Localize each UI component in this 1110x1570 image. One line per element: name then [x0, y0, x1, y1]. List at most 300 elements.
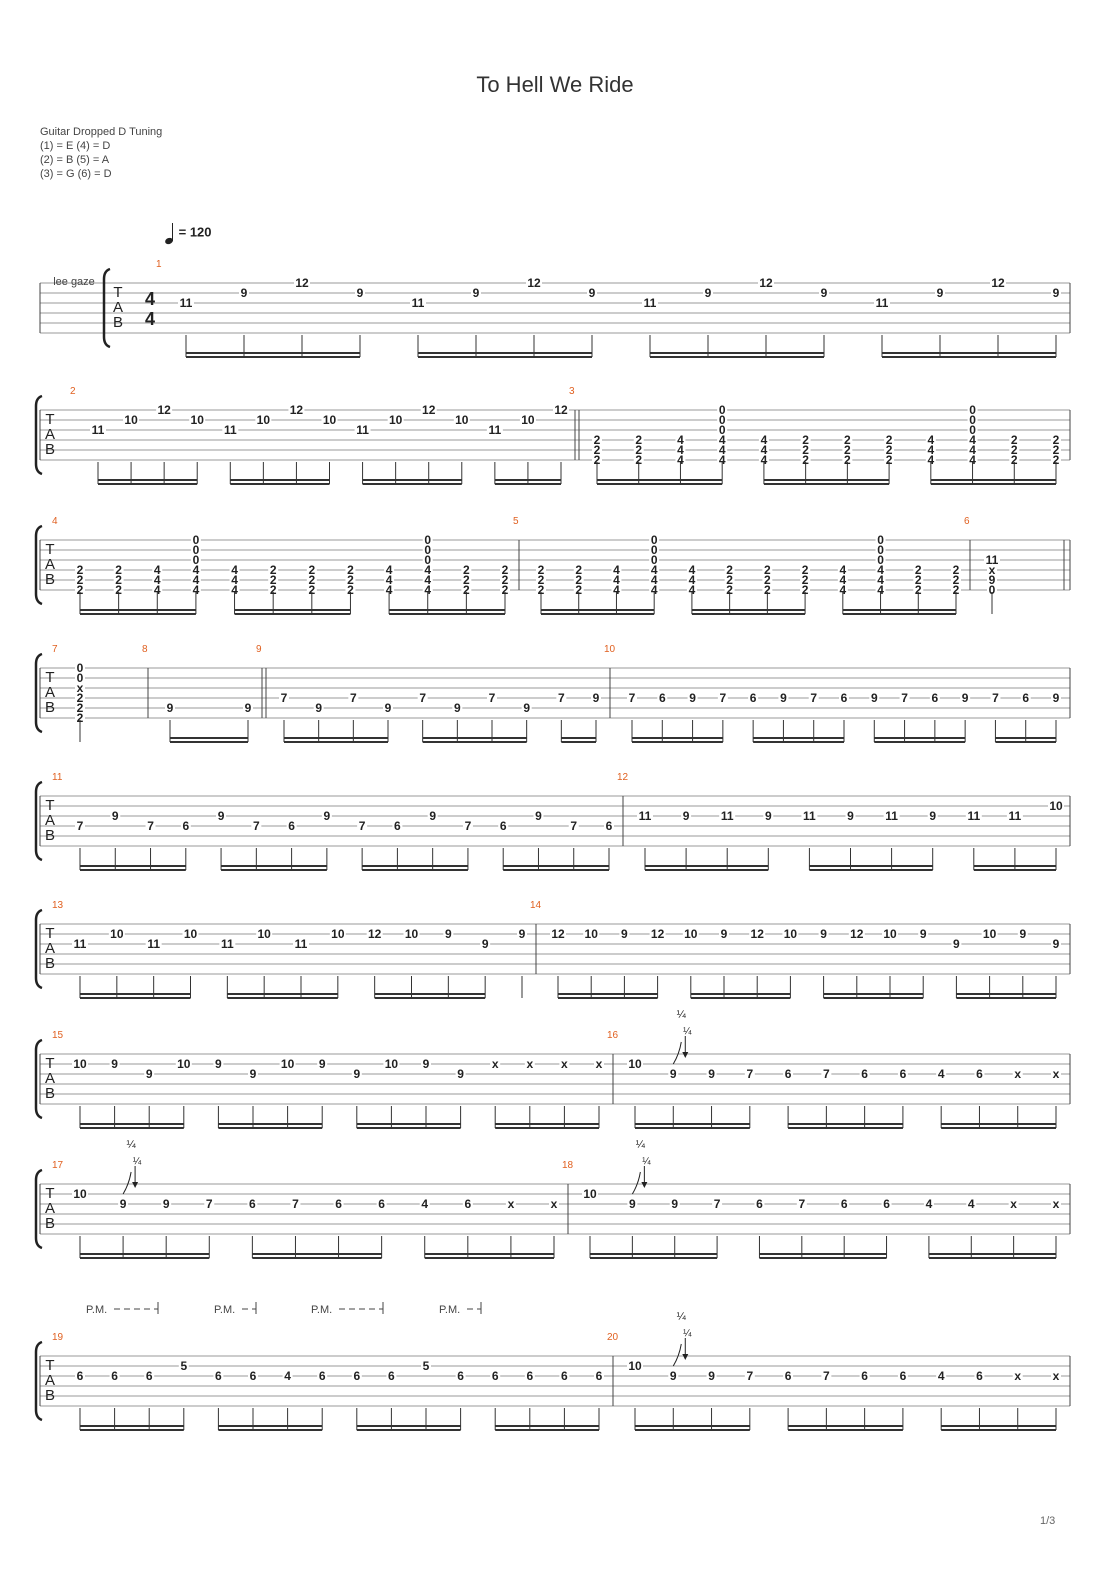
fret-number: 7	[823, 1067, 830, 1081]
page-number: 1/3	[1040, 1515, 1056, 1527]
fret-number: 10	[1049, 799, 1063, 813]
fret-number: 2	[115, 573, 122, 587]
tab-clef-letter: B	[44, 1387, 56, 1404]
fret-number: 9	[356, 286, 364, 300]
fret-number: 0	[969, 423, 976, 437]
fret-number: 4	[677, 433, 684, 447]
fret-number: 2	[726, 573, 733, 587]
fret-number: 2	[726, 583, 733, 597]
fret-number: 2	[269, 583, 277, 597]
fret-number: 9	[162, 1197, 170, 1211]
fret-number: 6	[931, 691, 939, 705]
fret-number: 2	[885, 453, 893, 467]
fret-number: 4	[839, 563, 847, 577]
fret-number: 2	[76, 583, 84, 597]
track-name: lee gaze	[53, 276, 95, 288]
arrowhead-icon	[641, 1182, 647, 1188]
fret-number: 9	[1052, 937, 1060, 951]
fret-number: 9	[457, 1067, 464, 1081]
fret-number: 10	[331, 927, 345, 941]
fret-number: 10	[982, 927, 997, 941]
fret-number: 2	[347, 563, 354, 577]
fret-number: 7	[746, 1369, 754, 1383]
fret-number: 6	[840, 1197, 848, 1211]
fret-number: 4	[969, 433, 976, 447]
tab-system	[36, 910, 1070, 998]
tab-clef-letter: T	[45, 925, 55, 942]
fret-number: 2	[575, 573, 583, 587]
bend-arrow	[632, 1172, 640, 1194]
tab-clef-letter: A	[44, 1372, 56, 1389]
tuning-line: (1) = E (4) = D	[40, 140, 111, 152]
tab-clef-letter: A	[44, 426, 56, 443]
arrowhead-icon	[682, 1354, 688, 1360]
fret-number: 10	[73, 1187, 87, 1201]
fret-number: 4	[927, 453, 935, 467]
fret-number: 10	[177, 1057, 191, 1071]
fret-number: 6	[464, 1197, 472, 1211]
system-bracket	[36, 910, 42, 988]
fret-number: 12	[750, 927, 764, 941]
tuning-line: (3) = G (6) = D	[40, 168, 112, 180]
fret-number: 9	[249, 1067, 257, 1081]
fret-number: 4	[839, 573, 847, 587]
fret-number: 4	[688, 563, 696, 577]
fret-number: 2	[801, 583, 809, 597]
tab-clef-letter: A	[112, 299, 124, 316]
fret-number: 11	[875, 296, 889, 310]
fret-number: 4	[424, 563, 432, 577]
tempo-value: = 120	[178, 224, 212, 240]
bend-label: ¼	[126, 1139, 136, 1151]
fret-number: x	[550, 1197, 558, 1211]
fret-number: 4	[650, 563, 658, 577]
tab-clef-letter: B	[44, 827, 56, 844]
fret-number: x	[1014, 1369, 1022, 1383]
measure-number: 19	[52, 1332, 64, 1343]
fret-number: 10	[183, 927, 198, 941]
fret-number: 10	[883, 927, 897, 941]
fret-number: 6	[388, 1369, 395, 1383]
fret-number: 9	[847, 809, 854, 823]
fret-number: 9	[671, 1197, 679, 1211]
fret-number: 9	[323, 809, 331, 823]
fret-number: 12	[295, 276, 309, 290]
time-signature-bottom: 4	[144, 309, 156, 329]
fret-number: 2	[802, 443, 809, 457]
palm-mute-label: P.M.	[439, 1304, 461, 1316]
fret-number: 10	[684, 927, 698, 941]
fret-number: 4	[153, 573, 161, 587]
fret-number: 9	[1052, 691, 1060, 705]
fret-number: 2	[1052, 453, 1060, 467]
fret-number: 0	[424, 553, 432, 567]
fret-number: 9	[215, 1057, 222, 1071]
measure-number: 14	[530, 900, 542, 911]
fret-number: 11	[1008, 809, 1022, 823]
tab-clef-letter: B	[44, 699, 56, 716]
fret-number: 6	[883, 1197, 890, 1211]
fret-number: 9	[119, 1197, 127, 1211]
fret-number: 4	[937, 1369, 945, 1383]
measure-number: 13	[52, 900, 64, 911]
fret-number: 0	[76, 661, 84, 675]
fret-number: 2	[635, 433, 643, 447]
fret-number: 4	[650, 583, 658, 597]
fret-number: 2	[76, 701, 84, 715]
fret-number: 2	[764, 583, 771, 597]
fret-number: 0	[76, 671, 84, 685]
palm-mute-label: P.M.	[214, 1304, 236, 1316]
fret-number: 6	[976, 1067, 983, 1081]
fret-number: 0	[192, 543, 200, 557]
fret-number: 2	[593, 433, 601, 447]
fret-number: x	[76, 681, 84, 695]
fret-number: 9	[523, 701, 531, 715]
fret-number: 12	[551, 927, 565, 941]
fret-number: 4	[613, 583, 620, 597]
fret-number: 9	[244, 701, 252, 715]
fret-number: 9	[936, 286, 944, 300]
fret-number: 2	[726, 563, 733, 577]
fret-number: 9	[621, 927, 628, 941]
fret-number: 0	[424, 543, 432, 557]
fret-number: 7	[280, 691, 288, 705]
fret-number: 4	[877, 583, 884, 597]
fret-number: 9	[820, 927, 827, 941]
tab-clef-letter: B	[44, 441, 56, 458]
fret-number: 11	[294, 937, 308, 951]
fret-number: x	[1014, 1067, 1022, 1081]
fret-number: 0	[650, 553, 658, 567]
tab-clef-letter: T	[45, 669, 55, 686]
fret-number: x	[595, 1057, 603, 1071]
fret-number: 4	[421, 1197, 429, 1211]
fret-number: 2	[501, 573, 509, 587]
measure-number: 3	[569, 386, 575, 397]
system-bracket	[36, 396, 42, 474]
fret-number: 11	[147, 937, 161, 951]
fret-number: 12	[554, 403, 568, 417]
system-bracket	[36, 526, 42, 604]
fret-number: 2	[1010, 443, 1018, 457]
fret-number: 7	[628, 691, 636, 705]
measure-number: 2	[70, 386, 76, 397]
fret-number: 4	[153, 583, 161, 597]
fret-number: 4	[677, 453, 684, 467]
fret-number: 0	[877, 553, 884, 567]
bend-label: ¼	[676, 1009, 686, 1021]
tab-clef-letter: A	[44, 1200, 56, 1217]
fret-number: 7	[798, 1197, 806, 1211]
fret-number: 6	[561, 1369, 568, 1383]
fret-number: 4	[424, 573, 432, 587]
fret-number: 6	[353, 1369, 361, 1383]
tab-system	[36, 782, 1070, 870]
fret-number: 9	[111, 809, 119, 823]
palm-mute-label: P.M.	[311, 1304, 333, 1316]
tab-clef-letter: T	[45, 541, 55, 558]
measure-number: 20	[607, 1332, 619, 1343]
fret-number: 7	[358, 819, 366, 833]
fret-number: 2	[537, 573, 545, 587]
fret-number: 11	[411, 296, 425, 310]
fret-number: 2	[952, 563, 960, 577]
system-bracket	[104, 269, 110, 347]
fret-number: 2	[764, 573, 771, 587]
system-bracket	[36, 1170, 42, 1248]
measure-number: 1	[156, 259, 162, 270]
song-title: To Hell We Ride	[476, 72, 634, 97]
fret-number: 4	[967, 1197, 975, 1211]
fret-number: 9	[318, 1057, 326, 1071]
fret-number: 0	[718, 413, 726, 427]
fret-number: 6	[215, 1369, 222, 1383]
fret-number: 4	[650, 573, 658, 587]
tuning-heading: Guitar Dropped D Tuning	[40, 126, 163, 138]
tab-system	[36, 1036, 1070, 1128]
fret-number: 9	[429, 809, 437, 823]
fret-number: 2	[1052, 443, 1060, 457]
fret-number: 2	[575, 563, 583, 577]
fret-number: 9	[422, 1057, 430, 1071]
system-bracket	[36, 1040, 42, 1118]
fret-number: 9	[353, 1067, 361, 1081]
tab-clef-letter: T	[45, 1055, 55, 1072]
fret-number: 9	[629, 1197, 636, 1211]
fret-number: 11	[967, 809, 981, 823]
fret-number: 7	[419, 691, 427, 705]
fret-number: 4	[192, 563, 200, 577]
fret-number: 12	[289, 403, 304, 417]
fret-number: 2	[801, 573, 809, 587]
fret-number: 6	[784, 1067, 792, 1081]
fret-number: 9	[820, 286, 828, 300]
fret-number: 0	[424, 533, 432, 547]
tab-clef-letter: B	[112, 314, 124, 331]
measure-number: 5	[513, 516, 519, 527]
tab-clef-letter: A	[44, 812, 56, 829]
fret-number: 9	[929, 809, 937, 823]
bend-label: ¼	[683, 1328, 692, 1339]
fret-number: 4	[153, 563, 161, 577]
fret-number: 10	[521, 413, 535, 427]
fret-number: 6	[145, 1369, 153, 1383]
fret-number: 9	[870, 691, 878, 705]
fret-number: 11	[720, 809, 734, 823]
fret-number: 12	[422, 403, 436, 417]
fret-number: 2	[501, 583, 509, 597]
fret-number: 7	[901, 691, 908, 705]
fret-number: 0	[192, 553, 200, 567]
bend-label: ¼	[683, 1026, 692, 1037]
fret-number: 9	[953, 937, 960, 951]
fret-number: 7	[557, 691, 565, 705]
fret-number: 4	[925, 1197, 933, 1211]
fret-number: 6	[76, 1369, 84, 1383]
fret-number: 11	[488, 423, 502, 437]
fret-number: 2	[952, 573, 960, 587]
fret-number: 9	[315, 701, 323, 715]
fret-number: 6	[658, 691, 666, 705]
fret-number: 2	[537, 583, 545, 597]
fret-number: 6	[976, 1369, 983, 1383]
fret-number: x	[561, 1057, 568, 1071]
fret-number: 0	[988, 583, 996, 597]
fret-number: 2	[914, 583, 922, 597]
fret-number: 10	[584, 927, 598, 941]
system-bracket	[36, 654, 42, 732]
fret-number: 9	[704, 286, 712, 300]
fret-number: 9	[708, 1369, 715, 1383]
bend-label: ¼	[132, 1156, 142, 1167]
fret-number: 4	[424, 583, 432, 597]
fret-number: 2	[764, 563, 771, 577]
fret-number: 10	[388, 413, 403, 427]
fret-number: 6	[249, 1369, 257, 1383]
measure-number: 16	[607, 1030, 619, 1041]
fret-number: 9	[592, 691, 600, 705]
fret-number: 2	[115, 563, 122, 577]
fret-number: 6	[526, 1369, 534, 1383]
fret-number: x	[988, 563, 996, 577]
tab-system	[36, 1166, 1070, 1258]
bend-label: ¼	[642, 1156, 651, 1167]
fret-number: 7	[349, 691, 357, 705]
fret-number: 10	[256, 413, 271, 427]
fret-number: 2	[76, 573, 84, 587]
fret-number: 10	[628, 1359, 642, 1373]
fret-number: 4	[718, 443, 726, 457]
tuning-line: (2) = B (5) = A	[40, 154, 110, 166]
fret-number: 4	[231, 573, 238, 587]
fret-number: 2	[76, 691, 84, 705]
fret-number: 4	[231, 563, 238, 577]
fret-number: 9	[689, 691, 696, 705]
fret-number: 9	[145, 1067, 153, 1081]
fret-number: 9	[988, 573, 996, 587]
fret-number: 2	[347, 583, 354, 597]
fret-number: 4	[877, 573, 884, 587]
fret-number: 2	[593, 443, 601, 457]
measure-number: 8	[142, 644, 148, 655]
fret-number: 6	[288, 819, 295, 833]
fret-number: 6	[1022, 691, 1030, 705]
fret-number: 4	[969, 453, 976, 467]
tab-clef-letter: B	[44, 1085, 56, 1102]
fret-number: 0	[969, 413, 976, 427]
fret-number: 0	[650, 533, 658, 547]
fret-number: 2	[463, 563, 470, 577]
fret-number: 6	[861, 1369, 868, 1383]
tab-system	[36, 1302, 1070, 1430]
fret-number: 10	[583, 1187, 597, 1201]
fret-number: 2	[76, 563, 84, 577]
fret-number: 12	[157, 403, 171, 417]
fret-number: 4	[937, 1067, 945, 1081]
fret-number: 2	[802, 433, 809, 447]
fret-number: 10	[628, 1057, 642, 1071]
fret-number: 7	[719, 691, 727, 705]
fret-number: 4	[385, 573, 393, 587]
fret-number: 10	[190, 413, 204, 427]
fret-number: 6	[595, 1369, 603, 1383]
fret-number: 4	[718, 453, 726, 467]
fret-number: 6	[784, 1369, 792, 1383]
fret-number: x	[491, 1057, 499, 1071]
fret-number: 4	[760, 443, 768, 457]
time-signature-top: 4	[144, 289, 156, 309]
fret-number: 4	[613, 573, 620, 587]
fret-number: 7	[147, 819, 154, 833]
fret-number: 2	[593, 453, 601, 467]
fret-number: 2	[575, 583, 583, 597]
measure-number: 11	[52, 772, 63, 783]
fret-number: 4	[385, 563, 393, 577]
fret-number: 2	[1010, 433, 1018, 447]
fret-number: 7	[252, 819, 260, 833]
fret-number: 4	[688, 573, 696, 587]
tab-system	[40, 269, 1070, 357]
fret-number: 10	[257, 927, 271, 941]
tab-clef-letter: A	[44, 1070, 56, 1087]
fret-number: 2	[537, 563, 545, 577]
fret-number: 4	[969, 443, 976, 457]
fret-number: 4	[688, 583, 696, 597]
fret-number: 4	[385, 583, 393, 597]
tab-clef-letter: B	[44, 1215, 56, 1232]
fret-number: 2	[347, 573, 354, 587]
fret-number: 9	[240, 286, 248, 300]
arrowhead-icon	[682, 1052, 688, 1058]
fret-number: 12	[650, 927, 665, 941]
fret-number: 12	[850, 927, 864, 941]
fret-number: 6	[318, 1369, 326, 1383]
fret-number: 9	[481, 937, 489, 951]
fret-number: 11	[356, 423, 369, 437]
fret-number: 2	[885, 443, 893, 457]
fret-number: 4	[192, 583, 200, 597]
fret-number: 2	[801, 563, 809, 577]
fret-number: 9	[961, 691, 969, 705]
fret-number: 9	[444, 927, 452, 941]
fret-number: 9	[764, 809, 772, 823]
fret-number: 0	[718, 403, 726, 417]
fret-number: 4	[677, 443, 684, 457]
fret-number: 2	[952, 583, 960, 597]
fret-number: 2	[844, 453, 851, 467]
bend-arrow	[673, 1344, 681, 1366]
fret-number: 9	[720, 927, 728, 941]
fret-number: 6	[899, 1369, 907, 1383]
fret-number: 2	[844, 443, 851, 457]
bend-label: ¼	[676, 1311, 686, 1323]
fret-number: 2	[914, 573, 922, 587]
fret-number: x	[526, 1057, 534, 1071]
fret-number: 9	[1019, 927, 1027, 941]
fret-number: 10	[384, 1057, 399, 1071]
arrowhead-icon	[132, 1182, 138, 1188]
fret-number: 4	[284, 1369, 291, 1383]
fret-number: 12	[367, 927, 382, 941]
fret-number: 0	[877, 533, 884, 547]
fret-number: 6	[111, 1369, 118, 1383]
fret-number: 2	[308, 573, 316, 587]
fret-number: x	[1052, 1369, 1060, 1383]
fret-number: 6	[749, 691, 757, 705]
fret-number: 2	[501, 563, 509, 577]
fret-number: 0	[877, 543, 884, 557]
